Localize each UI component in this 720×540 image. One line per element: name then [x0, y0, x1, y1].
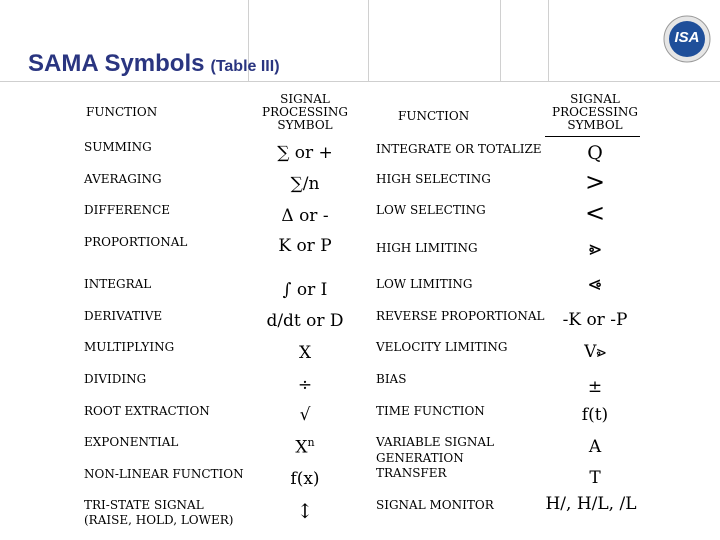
right-function: VELOCITY LIMITING [376, 340, 508, 354]
right-function: VARIABLE SIGNAL [376, 435, 495, 449]
right-function: SIGNAL MONITOR [376, 498, 494, 512]
right-function: INTEGRATE OR TOTALIZE [376, 142, 542, 156]
right-symbol: ⩺ [588, 236, 602, 261]
left-symbol: K or P [278, 236, 332, 256]
divider-line [548, 0, 549, 82]
right-symbol: > [584, 168, 606, 196]
left-symbol: Δ or - [281, 206, 329, 226]
symbol-header-underline [545, 136, 640, 137]
left-symbol: d/dt or D [266, 311, 344, 331]
left-function: MULTIPLYING [84, 340, 175, 354]
left-function: NON-LINEAR FUNCTION [84, 467, 244, 481]
right-symbol-header: SIGNAL PROCESSING SYMBOL [552, 92, 638, 132]
divider-line [500, 0, 501, 82]
right-function: HIGH LIMITING [376, 241, 478, 255]
right-symbol: Q [587, 142, 603, 164]
right-symbol: H/, H/L, /L [545, 494, 637, 514]
left-function: DIVIDING [84, 372, 147, 386]
logo-text: ISA [674, 29, 700, 46]
right-function: TIME FUNCTION [376, 404, 485, 418]
left-symbol-header: SIGNAL PROCESSING SYMBOL [262, 92, 348, 132]
right-symbol: T [589, 468, 601, 488]
left-symbol: √ [299, 405, 311, 425]
right-function: HIGH SELECTING [376, 172, 491, 186]
right-symbol: f(t) [581, 405, 609, 425]
left-function: TRI-STATE SIGNAL [84, 498, 204, 512]
left-function: SUMMING [84, 140, 152, 154]
left-function: PROPORTIONAL [84, 235, 188, 249]
left-symbol: ∫ or I [282, 280, 328, 300]
left-function: EXPONENTIAL [84, 435, 179, 449]
right-function: LOW LIMITING [376, 277, 473, 291]
right-function: BIAS [376, 372, 407, 386]
title-main: SAMA Symbols [28, 50, 205, 77]
header-rule [0, 81, 720, 82]
exponent-power: n [307, 436, 315, 449]
left-function-header: FUNCTION [86, 105, 158, 119]
right-function: REVERSE PROPORTIONAL [376, 309, 545, 323]
right-symbol: A [588, 437, 602, 457]
left-function: AVERAGING [84, 172, 162, 186]
right-symbol: -K or -P [562, 310, 628, 330]
left-symbol: X [298, 343, 312, 363]
right-function-line2: GENERATION [376, 451, 464, 465]
right-function: LOW SELECTING [376, 203, 486, 217]
isa-logo [662, 14, 712, 64]
left-symbol: ↕ [296, 499, 314, 523]
left-symbol: ∑ or + [277, 143, 333, 163]
right-function-line3: TRANSFER [376, 466, 447, 480]
left-function: ROOT EXTRACTION [84, 404, 210, 418]
exponent-base: X [295, 437, 308, 458]
right-function-header: FUNCTION [398, 109, 470, 123]
left-function: DIFFERENCE [84, 203, 171, 217]
right-symbol: V⩺ [584, 342, 606, 362]
left-function-line2: (RAISE, HOLD, LOWER) [84, 513, 234, 527]
left-symbol: f(x) [290, 469, 320, 489]
left-symbol [255, 436, 355, 458]
right-symbol: < [584, 199, 606, 227]
title-subtitle: (Table III) [210, 58, 280, 75]
left-function: DERIVATIVE [84, 309, 163, 323]
left-function: INTEGRAL [84, 277, 152, 291]
left-symbol: ÷ [297, 375, 313, 395]
divider-line [368, 0, 369, 82]
right-symbol: ± [587, 377, 603, 397]
left-symbol: ∑/n [290, 174, 320, 194]
page-title [28, 50, 280, 78]
right-symbol: ⩹ [588, 271, 602, 296]
